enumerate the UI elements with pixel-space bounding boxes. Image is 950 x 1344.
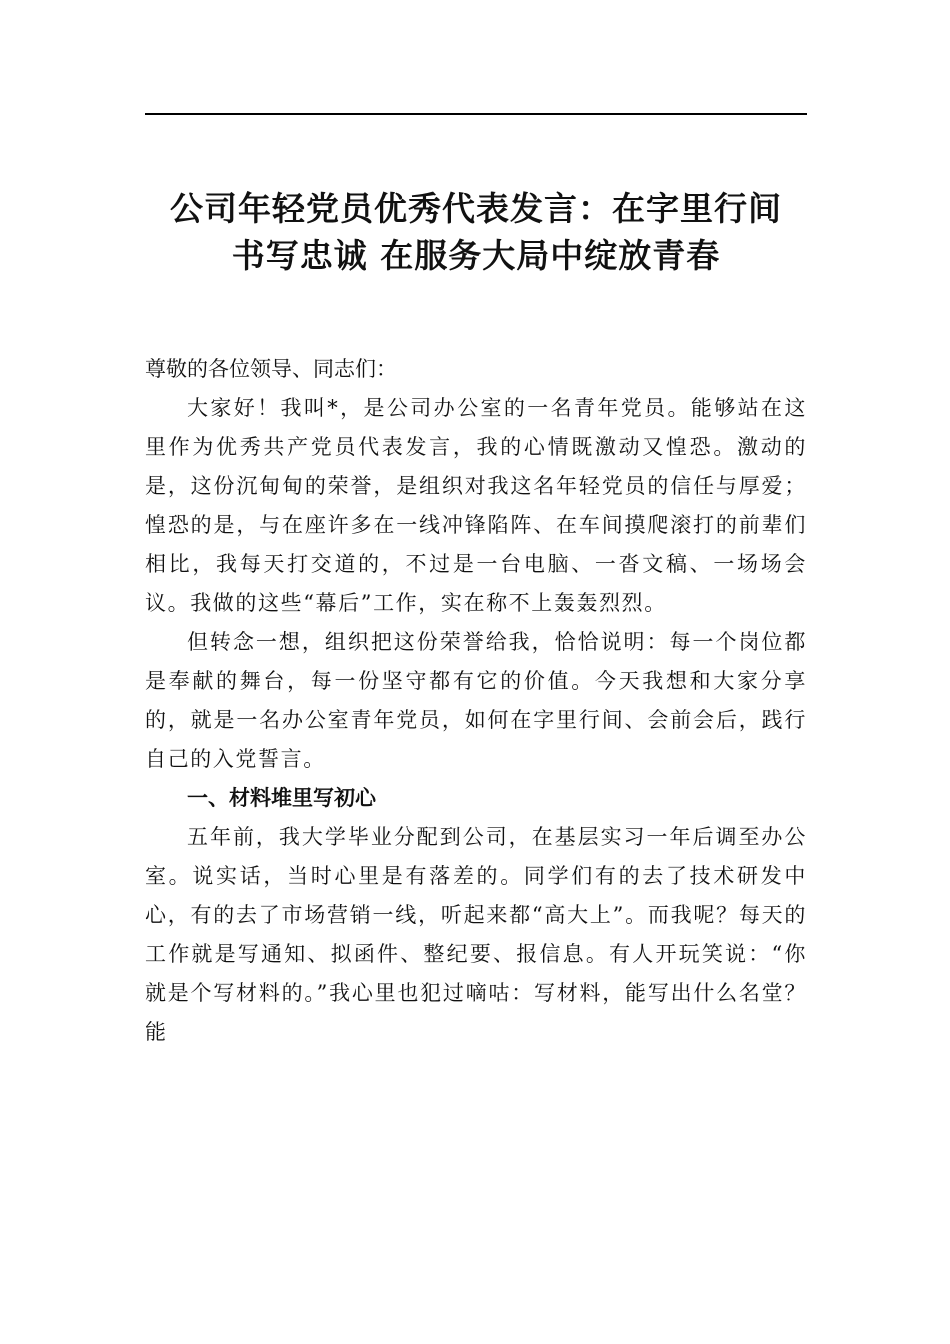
section-heading-1: 一、材料堆里写初心: [187, 786, 376, 810]
paragraph-second: 但转念一想，组织把这份荣誉给我，恰恰说明：每一个岗位都是奉献的舞台，每一份坚守都有它的价值。今天我想和大家分享的，就是一名办公室青年党员，如何在字里行间、会前会后，践行自己的入党誓言。: [145, 630, 807, 771]
paragraph-intro: 大家好！我叫*，是公司办公室的一名青年党员。能够站在这里作为优秀共产党员代表发言，我的心情既激动又惶恐。激动的是，这份沉甸甸的荣誉，是组织对我这名年轻党员的信任与厚爱；惶恐的是，与在座许多在一线冲锋陷阵、在车间摸爬滚打的前辈们相比，我每天打交道的，不过是一台电脑、一沓文稿、一场场会议。我做的这些“幕后”工作，实在称不上轰轰烈烈。: [145, 396, 807, 615]
salutation: 尊敬的各位领导、同志们：: [145, 357, 397, 381]
title-line-1: 公司年轻党员优秀代表发言：在字里行间: [170, 189, 782, 228]
document-title: [145, 185, 807, 279]
document-body: [145, 350, 807, 1052]
header-rule: [145, 113, 807, 115]
title-line-2: 书写忠诚 在服务大局中绽放青春: [231, 236, 721, 275]
section-1-paragraph: 五年前，我大学毕业分配到公司，在基层实习一年后调至办公室。说实话，当时心里是有落差的。同学们有的去了技术研发中心，有的去了市场营销一线，听起来都“高大上”。而我呢？每天的工作就是写通知、拟函件、整纪要、报信息。有人开玩笑说：“你就是个写材料的。”我心里也犯过嘀咕：写材料，能写出什么名堂？能: [145, 825, 807, 1044]
